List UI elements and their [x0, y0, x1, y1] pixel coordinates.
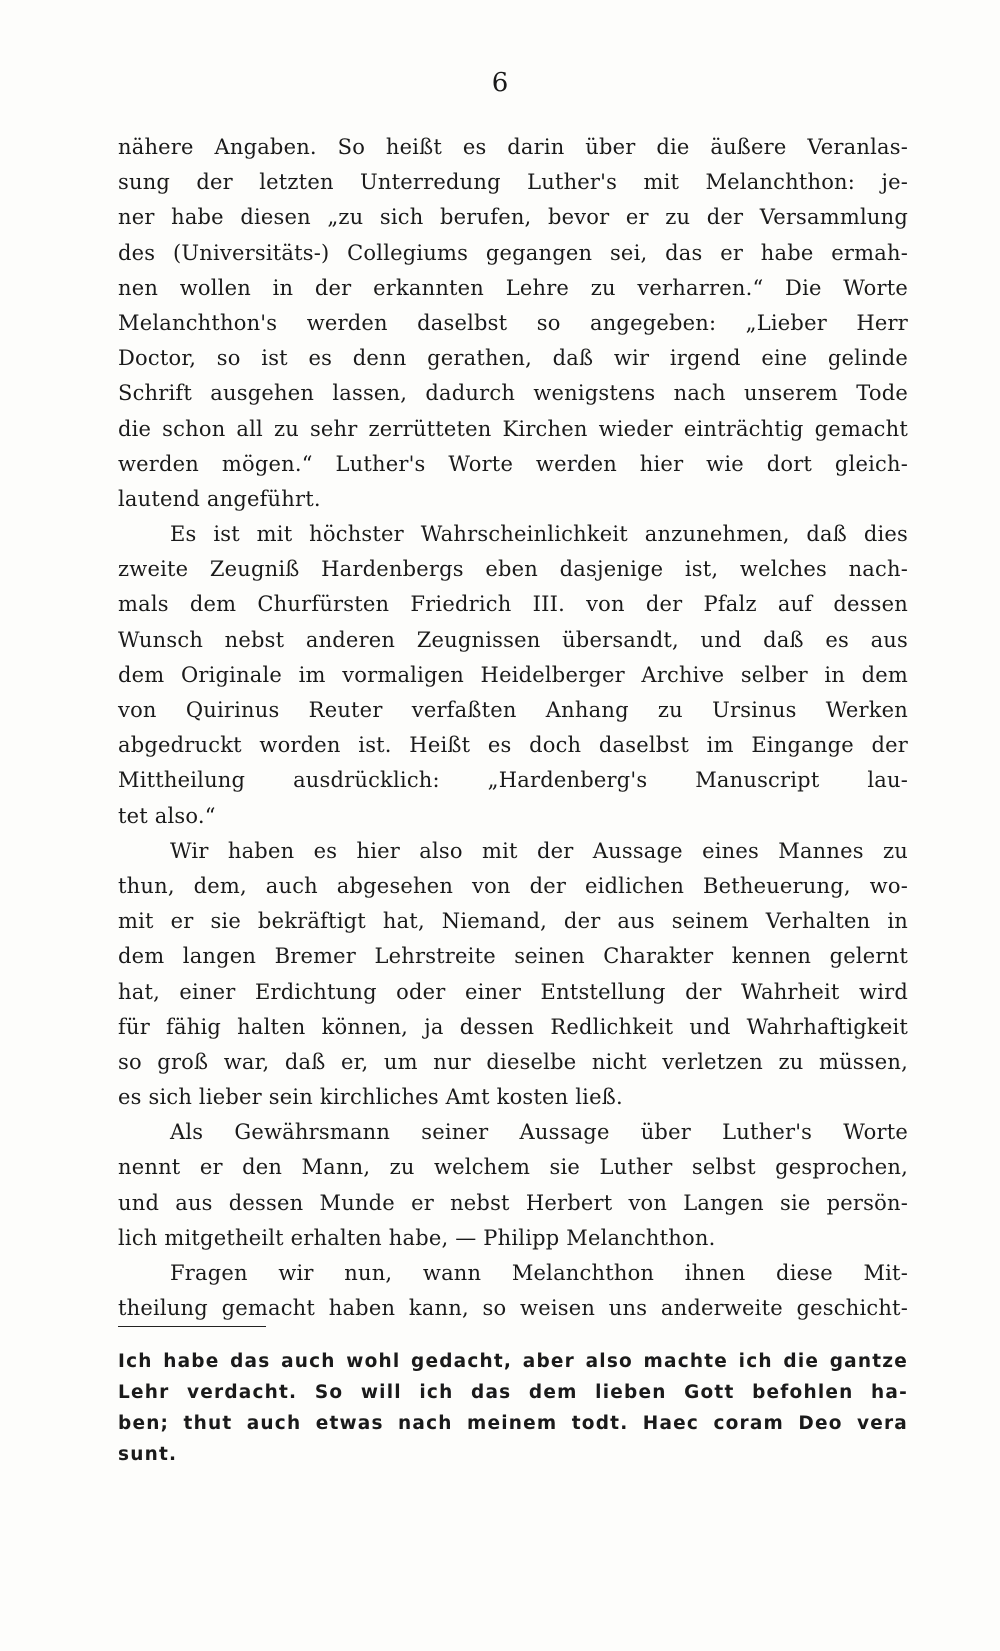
- text-line: lautend angeführt.: [118, 486, 321, 511]
- text-line: thun, dem, auch abgesehen von der eidlichen Betheuerung, wo-: [118, 873, 908, 898]
- text-line: so groß war, daß er, um nur dieselbe nicht verletzen zu müssen,: [118, 1049, 908, 1074]
- page-number: 6: [491, 68, 509, 98]
- text-line: abgedruckt worden ist. Heißt es doch daselbst im Eingange der: [118, 733, 908, 758]
- text-line: des (Universitäts-) Collegiums gegangen sei, das er habe ermah-: [118, 240, 908, 265]
- text-line: tet also.“: [118, 803, 216, 828]
- text-line: nennt er den Mann, zu welchem sie Luther selbst gesprochen,: [118, 1155, 908, 1180]
- text-line: Wunsch nebst anderen Zeugnissen übersandt, und daß es aus: [118, 627, 908, 652]
- text-line: dem Originale im vormaligen Heidelberger Archive selber in dem: [118, 662, 908, 687]
- footnote-line: sunt.: [118, 1444, 178, 1465]
- text-line: es sich lieber sein kirchliches Amt kosten ließ.: [118, 1085, 623, 1110]
- text-line: mals dem Churfürsten Friedrich III. von der Pfalz auf dessen: [118, 592, 908, 617]
- text-line: Fragen wir nun, wann Melanchthon ihnen diese Mit-: [170, 1261, 908, 1285]
- text-line: lich mitgetheilt erhalten habe, — Philipp Melanchthon.: [118, 1225, 716, 1250]
- body-text: [118, 130, 908, 1326]
- text-line: Wir haben es hier also mit der Aussage eines Mannes zu: [170, 838, 908, 863]
- text-line: zweite Zeugniß Hardenbergs eben dasjenige ist, welches nach-: [118, 557, 908, 582]
- text-line: dem langen Bremer Lehrstreite seinen Charakter kennen gelernt: [118, 944, 908, 969]
- footnote-line: ben; thut auch etwas nach meinem todt. Haec coram Deo vera: [118, 1413, 908, 1434]
- text-line: sung der letzten Unterredung Luther's mit Melanchthon: je-: [118, 170, 908, 195]
- footnote: [118, 1346, 908, 1470]
- text-line: hat, einer Erdichtung oder einer Entstellung der Wahrheit wird: [118, 979, 908, 1004]
- text-line: Als Gewährsmann seiner Aussage über Luther's Worte: [170, 1120, 908, 1145]
- footnote-separator: [118, 1326, 266, 1327]
- text-line: werden mögen.“ Luther's Worte werden hier wie dort gleich-: [118, 451, 908, 476]
- text-line: nen wollen in der erkannten Lehre zu verharren.“ Die Worte: [118, 275, 908, 300]
- text-line: Es ist mit höchster Wahrscheinlichkeit anzunehmen, daß dies: [170, 522, 908, 547]
- text-line: theilung gemacht haben kann, so weisen uns anderweite geschicht-: [118, 1296, 908, 1321]
- text-line: und aus dessen Munde er nebst Herbert von Langen sie persön-: [118, 1190, 908, 1215]
- footnote-line: Ich habe das auch wohl gedacht, aber also machte ich die gantze: [118, 1351, 908, 1372]
- text-line: Doctor, so ist es denn gerathen, daß wir irgend eine gelinde: [118, 346, 908, 371]
- text-line: mit er sie bekräftigt hat, Niemand, der aus seinem Verhalten in: [118, 909, 908, 934]
- footnote-line: Lehr verdacht. So will ich das dem lieben Gott befohlen ha-: [118, 1382, 908, 1403]
- text-line: Schrift ausgehen lassen, dadurch wenigstens nach unserem Tode: [118, 381, 908, 406]
- text-line: Melanchthon's werden daselbst so angegeben: „Lieber Herr: [118, 310, 908, 335]
- text-line: für fähig halten können, ja dessen Redlichkeit und Wahrhaftigkeit: [118, 1014, 908, 1039]
- text-line: ner habe diesen „zu sich berufen, bevor er zu der Versammlung: [118, 205, 908, 230]
- text-line: die schon all zu sehr zerrütteten Kirchen wieder einträchtig gemacht: [118, 416, 908, 441]
- text-line: von Quirinus Reuter verfaßten Anhang zu Ursinus Werken: [118, 698, 908, 722]
- text-line: Mittheilung ausdrücklich: „Hardenberg's Manuscript lau-: [118, 768, 908, 793]
- text-line: nähere Angaben. So heißt es darin über die äußere Veranlas-: [118, 135, 908, 159]
